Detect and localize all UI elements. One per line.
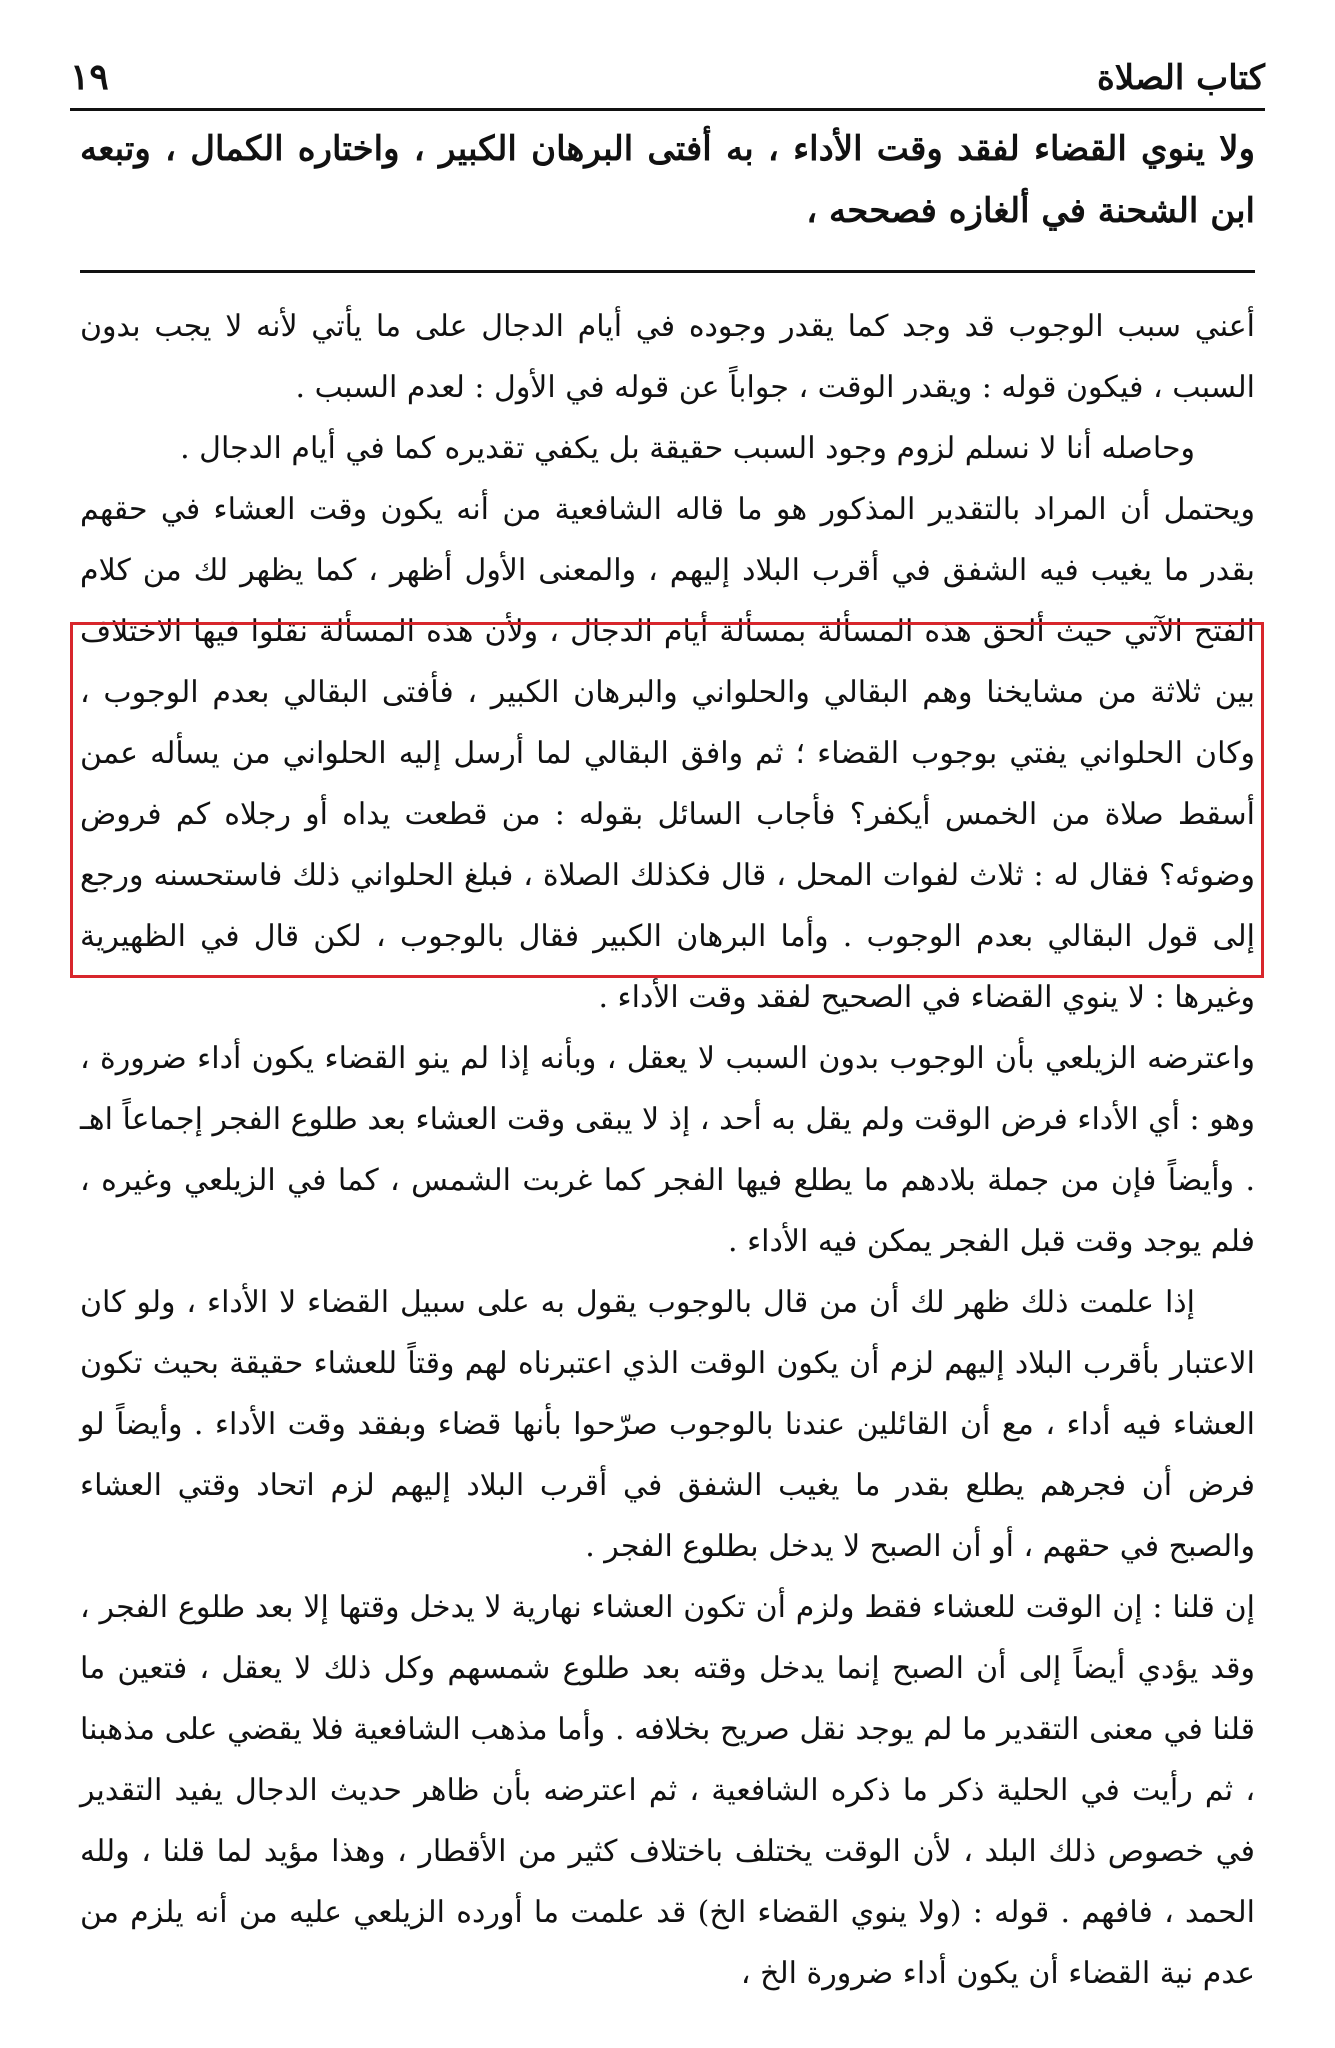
commentary-paragraph-1: أعني سبب الوجوب قد وجد كما يقدر وجوده في أيام الدجال على ما يأتي لأنه لا يجب بدون السبب ، فيكون قوله : ويقدر الوقت ، جواباً عن قوله في الأول : لعدم السبب . <box>80 309 1255 405</box>
commentary-block <box>80 296 1255 2004</box>
main-text-block <box>80 118 1255 242</box>
highlight-annotation-box <box>70 622 1264 978</box>
page-number: ١٩ <box>70 56 109 98</box>
commentary-paragraph-4: واعترضه الزيلعي بأن الوجوب بدون السبب لا يعقل ، وبأنه إذا لم ينو القضاء يكون أداء ضرورة ، وهو : أي الأداء فرض الوقت ولم يقل به أحد ، إذ لا يبقى وقت العشاء بعد طلوع الفجر إجماعاً اهـ . وأيضاً فإن من جملة بلادهم ما يطلع فيها الفجر كما غربت الشمس ، كما في الزيلعي وغيره ، فلم يوجد وقت قبل الفجر يمكن فيه الأداء . <box>80 1041 1255 1259</box>
commentary-paragraph-6: إن قلنا : إن الوقت للعشاء فقط ولزم أن تكون العشاء نهارية لا يدخل وقتها إلا بعد طلوع الفجر ، وقد يؤدي أيضاً إلى أن الصبح إنما يدخل وقته بعد طلوع شمسهم وكل ذلك لا يعقل ، فتعين ما قلنا في معنى التقدير ما لم يوجد نقل صريح بخلافه . وأما مذهب الشافعية فلا يقضي على مذهبنا ، ثم رأيت في الحلية ذكر ما ذكره الشافعية ، ثم اعترضه بأن ظاهر حديث الدجال يفيد التقدير في خصوص ذلك البلد ، لأن الوقت يختلف باختلاف كثير من الأقطار ، وهذا مؤيد لما قلنا ، ولله الحمد ، فافهم . قوله : (ولا ينوي القضاء الخ) قد علمت ما أورده الزيلعي عليه من أنه يلزم من عدم نية القضاء أن يكون أداء ضرورة الخ ، <box>80 1590 1255 1991</box>
commentary-paragraph-3: ويحتمل أن المراد بالتقدير المذكور هو ما قاله الشافعية من أنه يكون وقت العشاء في حقهم بقدر ما يغيب فيه الشفق في أقرب البلاد إليهم ، والمعنى الأول أظهر ، كما يظهر لك من كلام الفتح الآتي حيث ألحق هذه المسألة بمسألة أيام الدجال ، ولأن هذه المسألة نقلوا فيها الاختلاف بين ثلاثة من مشايخنا وهم البقالي والحلواني والبرهان الكبير ، فأفتى البقالي بعدم الوجوب ، وكان الحلواني يفتي بوجوب القضاء ؛ ثم وافق البقالي لما أرسل إليه الحلواني من يسأله عمن أسقط صلاة من الخمس أيكفر؟ فأجاب السائل بقوله : من قطعت يداه أو رجلاه كم فروض وضوئه؟ فقال له : ثلاث لفوات المحل ، قال فكذلك الصلاة ، فبلغ الحلواني ذلك فاستحسنه ورجع إلى قول البقالي بعدم الوجوب . وأما البرهان الكبير فقال بالوجوب ، لكن قال في الظهيرية وغيرها : لا ينوي القضاء في الصحيح لفقد وقت الأداء . <box>80 492 1255 1015</box>
book-title: كتاب الصلاة <box>1096 58 1265 98</box>
main-text: ولا ينوي القضاء لفقد وقت الأداء ، به أفتى البرهان الكبير ، واختاره الكمال ، وتبعه ابن الشحنة في ألغازه فصححه ، <box>80 129 1255 231</box>
commentary-paragraph-2: وحاصله أنا لا نسلم لزوم وجود السبب حقيقة بل يكفي تقديره كما في أيام الدجال . <box>180 431 1195 466</box>
text-divider-rule <box>80 270 1255 273</box>
running-header <box>70 52 1265 102</box>
commentary-paragraph-5: إذا علمت ذلك ظهر لك أن من قال بالوجوب يقول به على سبيل القضاء لا الأداء ، ولو كان الاعتبار بأقرب البلاد إليهم لزم أن يكون الوقت الذي اعتبرناه لهم وقتاً للعشاء حقيقة بحيث تكون العشاء فيه أداء ، مع أن القائلين عندنا بالوجوب صرّحوا بأنها قضاء وبفقد وقت الأداء . وأيضاً لو فرض أن فجرهم يطلع بقدر ما يغيب الشفق في أقرب البلاد إليهم لزم اتحاد وقتي العشاء والصبح في حقهم ، أو أن الصبح لا يدخل بطلوع الفجر . <box>80 1285 1255 1564</box>
header-rule <box>70 108 1265 111</box>
